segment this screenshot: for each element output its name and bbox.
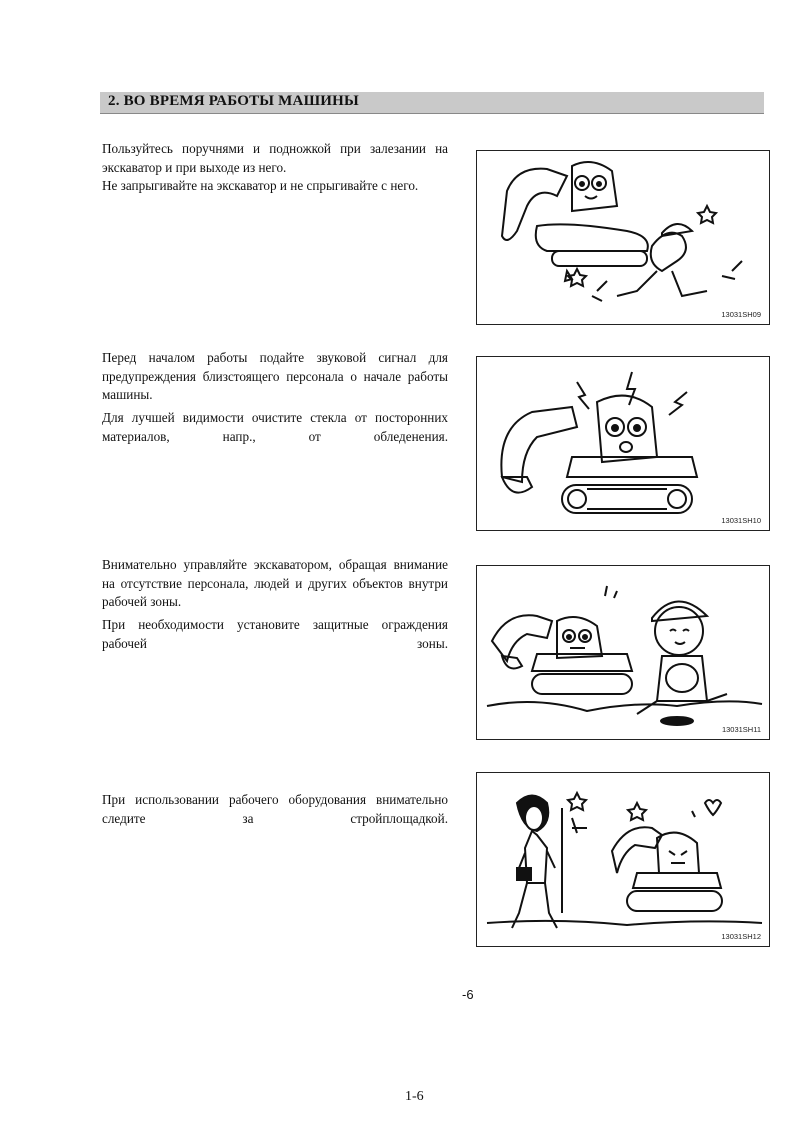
figure-code: 13031SH10	[721, 516, 761, 525]
illustration-horn-signal	[476, 356, 770, 531]
section-title: 2. ВО ВРЕМЯ РАБОТЫ МАШИНЫ	[108, 93, 359, 109]
block-2-paragraph-1: Перед началом работы подайте звуковой сигнал для предупреждения близстоящего персонала о начале работы машины.	[102, 350, 448, 402]
block-1-paragraph-2: Не запрыгивайте на экскаватор и не спрыгивайте с него.	[102, 178, 419, 193]
illustration-site-attention	[476, 772, 770, 947]
block-1-paragraph-1: Пользуйтесь поручнями и подножкой при залезании на экскаватор и при выходе из него.	[102, 141, 448, 175]
page-number: 1-6	[405, 1089, 424, 1104]
illustration-climbing-excavator	[476, 150, 770, 325]
page-mark: -6	[462, 987, 474, 1002]
section-header	[100, 92, 764, 114]
block-3-paragraph-2: При необходимости установите защитные ограждения рабочей зоны.	[102, 617, 448, 651]
block-4-paragraph-1: При использовании рабочего оборудования внимательно следите за стройплощадкой.	[102, 792, 448, 826]
excavator-pedestrian-illustration	[477, 773, 769, 946]
block-3-paragraph-1: Внимательно управляйте экскаватором, обращая внимание на отсутствие персонала, людей и других объектов внутри рабочей зоны.	[102, 557, 448, 609]
figure-code: 13031SH12	[721, 932, 761, 941]
excavator-horn-illustration	[477, 357, 769, 530]
figure-code: 13031SH09	[721, 310, 761, 319]
figure-code: 13031SH11	[721, 725, 761, 734]
block-2-paragraph-2: Для лучшей видимости очистите стекла от посторонних материалов, напр., от обледенения.	[102, 410, 448, 444]
illustration-work-zone	[476, 565, 770, 740]
excavator-worker-illustration	[477, 566, 769, 739]
excavator-jump-illustration	[477, 151, 769, 324]
